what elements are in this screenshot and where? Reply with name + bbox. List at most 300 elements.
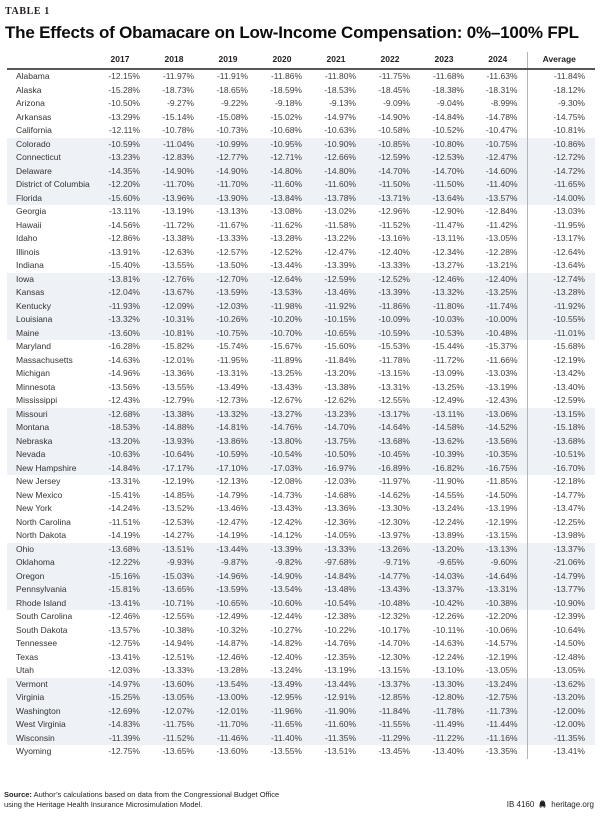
year-value-cell: -15.03% (162, 570, 194, 581)
year-value-cell: -13.28% (216, 665, 248, 675)
year-value-cell: -12.04% (108, 287, 140, 297)
average-value-cell: -10.64% (527, 624, 595, 638)
year-value-cell: -13.19% (324, 665, 356, 675)
year-value-cell: -13.23% (108, 152, 140, 162)
year-column-header: 2024 (473, 52, 527, 69)
year-value-cell: -14.63% (108, 354, 140, 365)
year-value-cell: -12.34% (432, 246, 464, 257)
average-value-cell: -13.68% (527, 435, 595, 449)
year-value-cell: -13.62% (432, 435, 464, 446)
table-row (7, 300, 595, 314)
year-value-cell: -14.79% (216, 489, 248, 500)
year-value-cell: -12.55% (162, 611, 194, 621)
year-value-cell: -13.32% (432, 287, 464, 297)
state-name: Colorado (16, 138, 51, 149)
year-value-cell: -9.65% (437, 557, 464, 567)
year-value-cell: -14.97% (324, 111, 356, 122)
year-value-cell: -10.32% (216, 624, 248, 635)
year-value-cell: -9.18% (275, 98, 302, 108)
year-value-cell: -13.71% (378, 192, 410, 203)
year-value-cell: -11.78% (432, 705, 464, 716)
year-value-cell: -14.81% (216, 422, 248, 432)
source-note (4, 790, 279, 809)
year-value-cell: -10.09% (378, 314, 410, 324)
year-value-cell: -10.53% (432, 327, 464, 338)
table-row (7, 111, 595, 125)
source-line-2: using the Heritage Health Insurance Microsimulation Model. (4, 799, 203, 809)
year-value-cell: -10.70% (270, 327, 302, 338)
year-value-cell: -11.16% (486, 732, 518, 743)
year-value-cell: -13.39% (324, 260, 356, 270)
year-value-cell: -12.49% (432, 395, 464, 405)
year-value-cell: -15.25% (108, 692, 140, 702)
year-value-cell: -13.49% (216, 381, 248, 392)
year-value-cell: -14.77% (378, 570, 410, 581)
year-value-cell: -13.00% (216, 692, 248, 702)
year-value-cell: -10.48% (485, 327, 518, 338)
year-value-cell: -12.77% (216, 152, 248, 162)
state-name: New Mexico (16, 489, 63, 500)
year-column-header: 2017 (95, 52, 149, 69)
year-value-cell: -10.17% (378, 624, 410, 635)
page-title: The Effects of Obamacare on Low-Income Compensation: 0%–100% FPL (5, 23, 579, 42)
table-row (7, 124, 595, 138)
year-value-cell: -13.38% (324, 381, 356, 392)
table-row (7, 678, 595, 692)
state-name: Minnesota (16, 381, 56, 392)
year-value-cell: -13.60% (162, 678, 194, 689)
year-value-cell: -13.52% (162, 503, 194, 513)
year-value-cell: -12.46% (432, 273, 464, 284)
average-value-cell: -13.77% (527, 583, 595, 597)
year-value-cell: -13.19% (162, 206, 194, 216)
year-value-cell: -13.93% (162, 435, 194, 446)
year-value-cell: -11.95% (216, 354, 248, 365)
year-value-cell: -8.99% (490, 98, 518, 108)
year-value-cell: -14.90% (162, 165, 194, 176)
year-value-cell: -13.25% (270, 368, 302, 378)
state-name: Nevada (16, 449, 46, 459)
year-value-cell: -13.36% (162, 368, 194, 378)
year-value-cell: -11.50% (432, 179, 464, 189)
table-row (7, 691, 595, 705)
average-value-cell: -12.72% (527, 151, 595, 165)
year-value-cell: -13.16% (378, 233, 410, 243)
year-value-cell: -12.75% (108, 638, 140, 648)
state-name: Alabama (16, 71, 50, 81)
year-value-cell: -9.09% (383, 98, 410, 108)
year-value-cell: -13.48% (324, 584, 356, 594)
year-value-cell: -14.83% (108, 719, 140, 729)
year-value-cell: -13.31% (485, 584, 518, 594)
year-value-cell: -12.47% (216, 516, 248, 527)
year-value-cell: -12.76% (162, 273, 194, 284)
year-value-cell: -11.90% (324, 705, 356, 716)
table-row (7, 354, 595, 368)
year-value-cell: -12.30% (378, 516, 410, 527)
state-name: Nebraska (16, 435, 53, 446)
year-value-cell: -10.50% (108, 98, 140, 108)
year-value-cell: -10.35% (485, 449, 518, 459)
year-value-cell: -13.86% (216, 435, 248, 446)
table-row (7, 583, 595, 597)
year-value-cell: -13.31% (216, 368, 248, 378)
year-value-cell: -11.60% (270, 179, 302, 189)
year-value-cell: -15.16% (108, 570, 140, 581)
year-value-cell: -13.05% (485, 233, 518, 243)
year-value-cell: -13.68% (108, 543, 140, 554)
year-value-cell: -10.31% (162, 314, 194, 324)
table-row (7, 664, 595, 678)
year-value-cell: -14.19% (216, 530, 248, 540)
year-value-cell: -13.27% (432, 260, 464, 270)
year-value-cell: -11.52% (162, 732, 194, 743)
year-value-cell: -13.28% (270, 233, 302, 243)
year-value-cell: -12.86% (108, 233, 140, 243)
table-row (7, 313, 595, 327)
year-value-cell: -13.46% (216, 503, 248, 513)
average-value-cell: -14.79% (527, 570, 595, 584)
year-value-cell: -15.67% (270, 341, 302, 351)
year-value-cell: -10.59% (216, 449, 248, 459)
table-row (7, 637, 595, 651)
state-name: Connecticut (16, 152, 61, 162)
state-name: Ohio (16, 543, 34, 554)
state-name: Wyoming (16, 746, 52, 756)
state-name: Delaware (16, 165, 52, 176)
year-value-cell: -14.55% (432, 489, 464, 500)
year-value-cell: -11.96% (270, 705, 302, 716)
year-value-cell: -14.05% (324, 530, 356, 540)
page (0, 6, 600, 759)
year-value-cell: -14.96% (216, 570, 248, 581)
year-value-cell: -11.70% (216, 179, 248, 189)
source-line-1: Source: Author’s calculations based on data from the Congressional Budget Office (4, 790, 280, 799)
brand-block (507, 800, 594, 809)
state-name: Virginia (16, 692, 45, 702)
year-value-cell: -11.93% (108, 300, 140, 311)
year-value-cell: -15.37% (485, 341, 518, 351)
year-value-cell: -9.27% (167, 98, 194, 108)
year-value-cell: -10.48% (378, 597, 410, 608)
year-value-cell: -12.53% (432, 152, 464, 162)
average-value-cell: -14.77% (527, 489, 595, 503)
year-value-cell: -14.85% (162, 489, 194, 500)
year-value-cell: -12.53% (162, 516, 194, 527)
year-value-cell: -12.62% (324, 395, 356, 405)
year-value-cell: -12.59% (378, 152, 410, 162)
year-value-cell: -10.20% (270, 314, 302, 324)
year-value-cell: -13.21% (485, 260, 518, 270)
year-value-cell: -12.09% (162, 300, 194, 311)
year-value-cell: -13.78% (324, 192, 356, 203)
average-value-cell: -11.84% (527, 69, 595, 84)
year-value-cell: -13.51% (324, 746, 356, 756)
average-value-cell: -14.75% (527, 111, 595, 125)
year-value-cell: -12.43% (485, 395, 518, 405)
year-value-cell: -14.50% (485, 489, 518, 500)
year-value-cell: -10.65% (324, 327, 356, 338)
year-value-cell: -13.36% (324, 503, 356, 513)
table-row (7, 570, 595, 584)
year-value-cell: -18.53% (324, 84, 356, 95)
header-row (7, 52, 595, 69)
year-value-cell: -12.11% (108, 125, 140, 135)
year-column-header: 2022 (365, 52, 419, 69)
table-row (7, 624, 595, 638)
table-row (7, 408, 595, 422)
year-value-cell: -12.46% (216, 651, 248, 662)
table-row (7, 340, 595, 354)
year-value-cell: -11.70% (216, 719, 248, 729)
state-name: Illinois (16, 246, 40, 257)
average-value-cell: -11.35% (527, 732, 595, 746)
year-value-cell: -14.97% (108, 678, 140, 689)
year-value-cell: -13.20% (432, 543, 464, 554)
table-row (7, 205, 595, 219)
year-value-cell: -13.30% (378, 503, 410, 513)
year-value-cell: -14.96% (108, 368, 140, 378)
year-value-cell: -16.82% (432, 462, 464, 473)
year-value-cell: -14.70% (378, 638, 410, 648)
year-value-cell: -11.51% (108, 516, 140, 527)
year-value-cell: -13.65% (162, 746, 194, 756)
year-value-cell: -12.79% (162, 395, 194, 405)
table-row (7, 475, 595, 489)
year-value-cell: -11.89% (270, 354, 302, 365)
state-column-header (7, 52, 95, 69)
year-value-cell: -13.10% (432, 665, 464, 675)
year-value-cell: -14.12% (270, 530, 302, 540)
year-value-cell: -10.85% (378, 138, 410, 149)
year-value-cell: -10.63% (108, 449, 140, 459)
year-value-cell: -10.58% (378, 125, 410, 135)
year-value-cell: -18.45% (378, 84, 410, 95)
state-name: North Dakota (16, 530, 67, 540)
year-value-cell: -13.24% (270, 665, 302, 675)
state-name: Washington (16, 705, 61, 716)
state-name: Tennessee (16, 638, 58, 648)
table-row (7, 651, 595, 665)
year-value-cell: -10.63% (324, 125, 356, 135)
year-value-cell: -15.41% (108, 489, 140, 500)
year-value-cell: -10.26% (216, 314, 248, 324)
year-value-cell: -14.03% (432, 570, 464, 581)
year-value-cell: -11.66% (486, 354, 518, 365)
year-value-cell: -13.39% (378, 287, 410, 297)
year-value-cell: -11.97% (378, 476, 410, 486)
year-value-cell: -12.90% (432, 206, 464, 216)
year-value-cell: -11.68% (432, 71, 464, 81)
year-value-cell: -9.93% (167, 557, 194, 567)
year-value-cell: -13.44% (216, 543, 248, 554)
year-value-cell: -10.11% (432, 624, 464, 635)
year-value-cell: -14.84% (108, 462, 140, 473)
table-row (7, 97, 595, 111)
year-value-cell: -13.24% (485, 678, 518, 689)
year-value-cell: -14.90% (270, 570, 302, 581)
year-value-cell: -13.59% (216, 287, 248, 297)
year-value-cell: -13.26% (378, 543, 410, 554)
year-value-cell: -13.56% (108, 381, 140, 392)
year-value-cell: -13.15% (378, 665, 410, 675)
year-value-cell: -13.24% (432, 503, 464, 513)
year-value-cell: -12.40% (378, 246, 410, 257)
year-value-cell: -15.14% (162, 111, 194, 122)
state-name: Kansas (16, 287, 45, 297)
year-value-cell: -11.75% (162, 719, 194, 729)
year-value-cell: -13.11% (432, 233, 464, 243)
average-value-cell: -15.68% (527, 340, 595, 354)
year-value-cell: -12.80% (432, 692, 464, 702)
year-value-cell: -13.15% (485, 530, 518, 540)
year-value-cell: -12.24% (432, 651, 464, 662)
year-value-cell: -13.32% (108, 314, 140, 324)
average-value-cell: -11.95% (527, 219, 595, 233)
year-value-cell: -13.54% (216, 678, 248, 689)
year-value-cell: -10.39% (432, 449, 464, 459)
year-value-cell: -11.39% (108, 732, 140, 743)
year-value-cell: -11.42% (486, 219, 518, 230)
average-column-header: Average (527, 52, 595, 69)
year-value-cell: -12.22% (108, 557, 140, 567)
year-value-cell: -12.15% (108, 71, 140, 81)
average-value-cell: -12.59% (527, 394, 595, 408)
state-name: South Dakota (16, 624, 68, 635)
source-label: Source: (4, 790, 32, 799)
table-row (7, 138, 595, 152)
year-value-cell: -13.11% (108, 206, 140, 216)
year-value-cell: -12.35% (324, 651, 356, 662)
year-value-cell: -12.63% (162, 246, 194, 257)
state-name: Massachusetts (16, 354, 73, 365)
year-value-cell: -12.13% (216, 476, 248, 486)
year-value-cell: -13.13% (216, 206, 248, 216)
state-name: Rhode Island (16, 597, 67, 608)
year-value-cell: -10.00% (485, 314, 518, 324)
year-value-cell: -11.78% (378, 354, 410, 365)
table-row (7, 84, 595, 98)
year-value-cell: -11.40% (270, 732, 302, 743)
year-value-cell: -13.15% (378, 368, 410, 378)
year-value-cell: -13.27% (270, 408, 302, 419)
year-value-cell: -12.68% (108, 408, 140, 419)
state-name: Mississippi (16, 395, 58, 405)
year-value-cell: -10.90% (324, 138, 356, 149)
state-name: Idaho (16, 233, 38, 243)
state-name: Arkansas (16, 111, 52, 122)
year-value-cell: -12.38% (324, 611, 356, 621)
state-name: West Virginia (16, 719, 66, 729)
table-row (7, 610, 595, 624)
table-row (7, 529, 595, 543)
year-value-cell: -11.55% (378, 719, 410, 729)
state-name: North Carolina (16, 516, 71, 527)
year-value-cell: -14.60% (485, 165, 518, 176)
year-value-cell: -18.38% (432, 84, 464, 95)
year-value-cell: -12.96% (378, 206, 410, 216)
year-value-cell: -13.33% (378, 260, 410, 270)
year-value-cell: -12.64% (270, 273, 302, 284)
year-column-header: 2020 (257, 52, 311, 69)
average-value-cell: -13.05% (527, 664, 595, 678)
year-value-cell: -10.54% (270, 449, 302, 459)
year-value-cell: -97.68% (324, 557, 356, 567)
year-value-cell: -14.27% (162, 530, 194, 540)
year-value-cell: -12.20% (485, 611, 518, 621)
year-value-cell: -9.13% (329, 98, 356, 108)
state-name: New Jersey (16, 476, 61, 486)
year-value-cell: -11.35% (324, 732, 356, 743)
table-label: TABLE 1 (5, 6, 50, 17)
table-row (7, 273, 595, 287)
year-value-cell: -13.43% (270, 503, 302, 513)
average-value-cell: -11.65% (527, 178, 595, 192)
year-value-cell: -12.57% (216, 246, 248, 257)
year-value-cell: -17.17% (162, 462, 194, 473)
year-value-cell: -13.25% (432, 381, 464, 392)
table-row (7, 69, 595, 84)
year-value-cell: -18.53% (108, 422, 140, 432)
year-value-cell: -10.71% (162, 597, 194, 608)
year-value-cell: -13.60% (108, 327, 140, 338)
year-value-cell: -14.64% (485, 570, 518, 581)
year-value-cell: -13.06% (485, 408, 518, 419)
average-value-cell: -14.00% (527, 192, 595, 206)
average-value-cell: -12.25% (527, 516, 595, 530)
year-value-cell: -14.52% (485, 422, 518, 432)
year-value-cell: -14.84% (324, 570, 356, 581)
year-value-cell: -10.99% (216, 138, 248, 149)
state-name: Utah (16, 665, 34, 675)
state-name: Texas (16, 651, 39, 662)
year-value-cell: -13.96% (162, 192, 194, 203)
state-name: California (16, 125, 52, 135)
year-value-cell: -12.32% (378, 611, 410, 621)
year-value-cell: -13.29% (108, 111, 140, 122)
year-value-cell: -14.58% (432, 422, 464, 432)
year-value-cell: -14.63% (432, 638, 464, 648)
website-text: heritage.org (551, 800, 594, 809)
year-value-cell: -13.41% (108, 597, 140, 608)
year-value-cell: -10.22% (324, 624, 356, 635)
year-value-cell: -14.90% (378, 111, 410, 122)
year-value-cell: -15.82% (162, 341, 194, 351)
state-name: Hawaii (16, 219, 42, 230)
year-value-cell: -12.59% (324, 273, 356, 284)
year-value-cell: -15.08% (216, 111, 248, 122)
year-value-cell: -11.44% (486, 719, 518, 729)
table-row (7, 286, 595, 300)
year-value-cell: -12.70% (216, 273, 248, 284)
average-value-cell: -13.20% (527, 691, 595, 705)
year-value-cell: -13.33% (324, 543, 356, 554)
year-value-cell: -13.59% (216, 584, 248, 594)
year-value-cell: -13.80% (270, 435, 302, 446)
year-value-cell: -11.04% (162, 138, 194, 149)
year-value-cell: -12.19% (485, 651, 518, 662)
year-value-cell: -13.32% (216, 408, 248, 419)
year-value-cell: -11.65% (270, 719, 302, 729)
average-value-cell: -9.30% (527, 97, 595, 111)
table-row (7, 462, 595, 476)
state-name: Arizona (16, 98, 45, 108)
average-value-cell: -10.86% (527, 138, 595, 152)
year-value-cell: -18.59% (270, 84, 302, 95)
table-row (7, 745, 595, 759)
table-row (7, 718, 595, 732)
state-name: Alaska (16, 84, 42, 95)
